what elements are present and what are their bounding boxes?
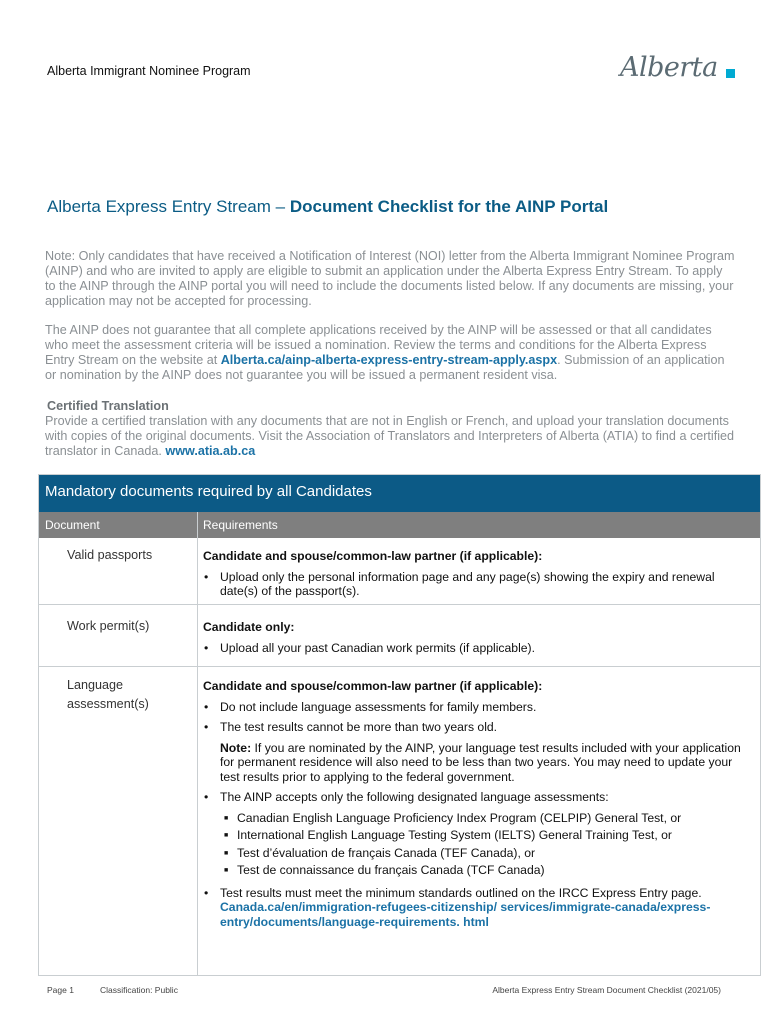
column-divider [197,512,198,975]
footer-document-title: Alberta Express Entry Stream Document Checklist (2021/05) [492,985,721,995]
nomination-note [203,741,743,785]
sub-list-item: ■ Canadian English Language Proficiency Index Program (CELPIP) General Test, or [203,811,743,826]
who-label: Candidate and spouse/common-law partner (if applicable): [203,549,543,563]
atia-link[interactable]: www.atia.ab.ca [165,444,256,458]
list-item: • Upload all your past Canadian work permits (if applicable). [203,641,743,656]
certified-translation-heading: Certified Translation [47,399,169,413]
logo-text: Alberta [620,52,718,83]
logo-square-icon [726,69,735,78]
list-item: • Upload only the personal information page and any page(s) showing the expiry and renewal date(s) of the passport(s). [203,570,743,599]
column-header-requirements: Requirements [203,518,278,532]
sub-list-item: ■ Test de connaissance du français Canada (TCF Canada) [203,863,743,878]
note-label: Note: [220,740,252,755]
certified-translation-text [45,414,735,459]
who-label: Candidate and spouse/common-law partner (if applicable): [203,679,543,693]
column-header-document: Document [45,518,100,532]
note-text: If you are nominated by the AINP, your language test results included with your application for permanent residence will also need to be less than two years. You may need to update your test results prior to applying to the federal government. [220,740,741,784]
header-program-name: Alberta Immigrant Nominee Program [47,64,251,78]
mandatory-documents-table [38,474,761,976]
requirements-passports [203,549,743,605]
list-item [203,886,743,930]
sub-list-item: ■ International English Language Testing System (IELTS) General Training Test, or [203,828,743,843]
footer-classification: Classification: Public [100,985,178,995]
irc-text: Test results must meet the minimum standards outlined on the IRCC Express Entry page. [220,885,702,900]
terms-note [45,323,735,383]
document-passports: Valid passports [67,548,153,562]
footer-page-number: Page 1 [47,985,74,995]
row-divider [39,666,760,667]
table-title: Mandatory documents required by all Candidates [39,475,760,512]
list-item: • The test results cannot be more than two years old. [203,720,743,735]
list-item: • Do not include language assessments for family members. [203,700,743,715]
page-title [47,197,608,217]
language-requirements-link[interactable]: Canada.ca/en/immigration-refugees-citizenship/ services/immigrate-canada/express-entry/documents/language-requirements. html [220,900,711,929]
alberta-logo [620,52,738,88]
intro-note: Note: Only candidates that have received a Notification of Interest (NOI) letter from the Alberta Immigrant Nominee Program (AINP) and who are invited to apply are eligible to submit an application under the Alberta Express Entry Stream. To apply to the AINP through the AINP portal you will need to include the documents listed below. If any documents are missing, your application may not be accepted for processing. [45,249,735,308]
terms-link[interactable]: Alberta.ca/ainp-alberta-express-entry-stream-apply.aspx [220,353,558,367]
title-prefix: Alberta Express Entry Stream – [47,197,290,216]
document-work-permits: Work permit(s) [67,619,150,633]
title-bold: Document Checklist for the AINP Portal [289,197,609,216]
cert-text: Provide a certified translation with any documents that are not in English or French, and upload your translation documents with copies of the original documents. Visit the Association of Translators and Interpreters of Alberta (ATIA) to find a certified translator in Canada. [45,414,735,458]
sub-list-item: ■ Test d’évaluation de français Canada (TEF Canada), or [203,846,743,861]
list-item: • The AINP accepts only the following designated language assessments: [203,790,743,805]
requirements-language-assessments [203,679,743,935]
document-language-assessments: Language assessment(s) [67,678,149,711]
row-divider [39,604,760,605]
terms-text: The AINP does not guarantee that all complete applications received by the AINP will be assessed or that all candidates who meet the assessment criteria will be issued a nomination. Review the terms and conditions for the Alberta Express Entry Stream on the website at [45,323,712,367]
terms-after: . Submission of an application or nomination by the AINP does not guarantee you will be issued a permanent resident visa. [45,353,725,382]
requirements-work-permits [203,620,743,661]
column-header-row [39,512,760,538]
who-label: Candidate only: [203,620,295,634]
